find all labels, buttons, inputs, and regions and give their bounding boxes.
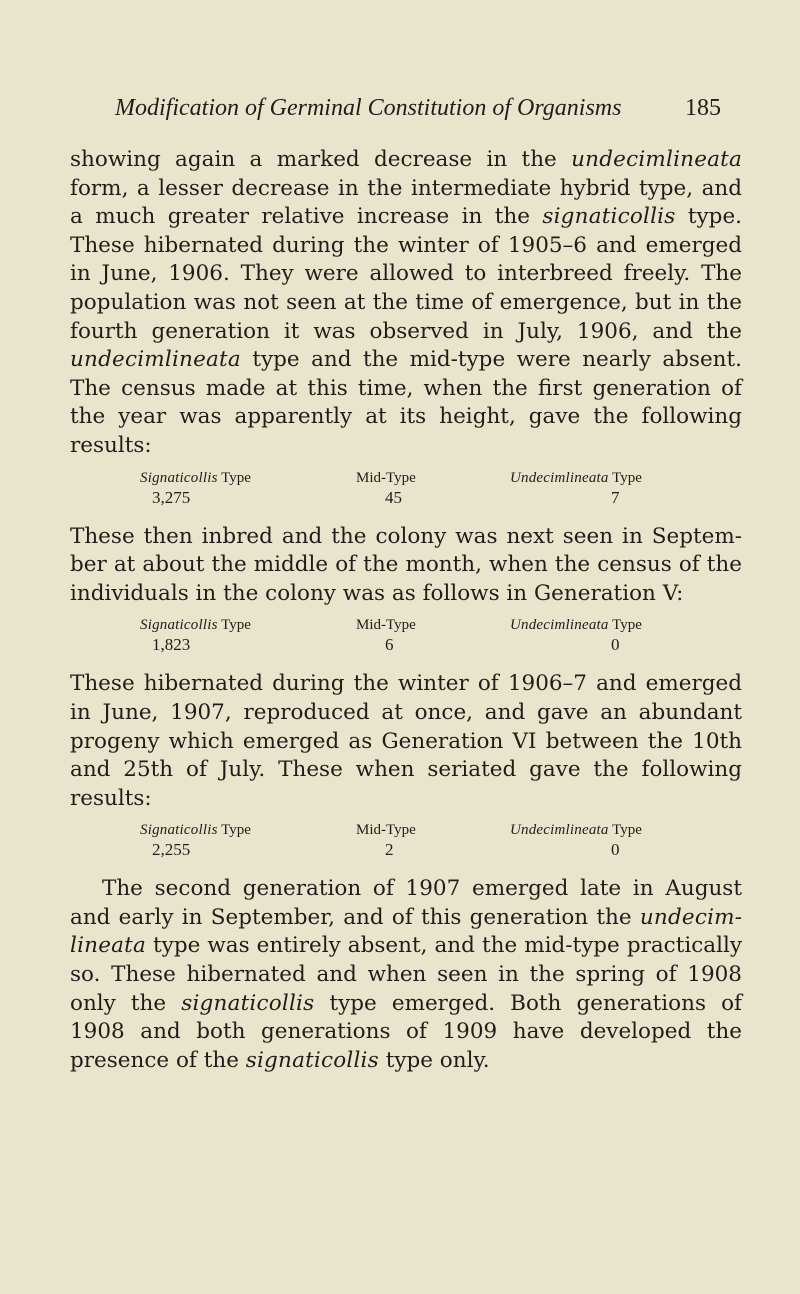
paragraph-1 [70,146,742,461]
text-run: type emerged. Both generations of 1908 and both generations of 1909 have developed the presence of the [70,990,742,1073]
census-value-mid-type: 6 [385,635,394,655]
page-number: 185 [685,95,721,121]
census-header-mid-type: Mid-Type [356,469,416,486]
census-value-undecimlineata: 0 [611,840,620,860]
paragraph-3 [70,670,742,813]
census-table-2 [70,611,742,661]
census-value-undecimlineata: 7 [611,487,620,507]
italic-term: signaticollis [245,1047,379,1073]
census-value-signaticollis: 2,255 [152,840,191,860]
text-run: type and the mid-type were nearly absent. The census made at this time, when the first generation of the year was apparently at its height, gave the following results: [70,347,742,458]
text-run: type. These hibernated during the winter of 1905–6 and emerged in June, 1906. They were allowed to interbreed freely. The population was not seen at the time of emergence, but in the fourth generation it was observed in July, 1906, and the [70,204,742,344]
text-run: showing again a marked decrease in the [70,147,572,172]
census-header-signaticollis: Signaticollis Type [140,617,251,634]
text-run: type only. [378,1047,490,1073]
text-run: type was entirely absent, and the mid-type practically so. These hibernated and when seen in the spring of 1908 only the [70,933,742,1016]
census-header-undecimlineata: Undecimlineata Type [510,822,642,839]
census-table-1 [70,464,742,514]
census-header-undecimlineata: Undecimlineata Type [510,469,642,486]
text-run: These hibernated during the winter of 1906–7 and emerged in June, 1907, reproduced at once, and gave an abundant progeny which emerged as Generation VI between the 10th and 25th of July. These when seriated gave the following results: [70,671,742,811]
census-header-signaticollis: Signaticollis Type [140,469,251,486]
census-value-signaticollis: 3,275 [152,487,191,507]
body-text [70,146,742,1075]
paragraph-4 [70,875,742,1075]
census-value-mid-type: 45 [385,487,402,507]
census-header-undecimlineata: Undecimlineata Type [510,617,642,634]
census-header-signaticollis: Signaticollis Type [140,822,251,839]
census-table-3 [70,816,742,866]
italic-term: undecimlineata [571,147,742,172]
census-header-mid-type: Mid-Type [356,617,416,634]
italic-term: undecimlineata [70,347,241,373]
running-head-title: Modification of Germinal Constitution of Organisms [115,95,622,121]
italic-term: signaticollis [181,990,315,1016]
census-header-mid-type: Mid-Type [356,822,416,839]
census-value-mid-type: 2 [385,840,394,860]
text-run: These then inbred and the colony was next seen in September at about the middle of the month, when the census of the individuals in the colony was as follows in Generation V: [70,523,742,606]
text-run: The second generation of 1907 emerged late in August and early in September, and of this generation the [70,876,742,930]
paragraph-2 [70,523,742,609]
text-run: form, a lesser decrease in the intermediate hybrid type, and a much greater relative increase in the [70,175,742,230]
census-value-signaticollis: 1,823 [152,635,191,655]
census-value-undecimlineata: 0 [611,635,620,655]
italic-term: undecimlineata [70,904,742,959]
italic-term: signaticollis [542,204,676,230]
